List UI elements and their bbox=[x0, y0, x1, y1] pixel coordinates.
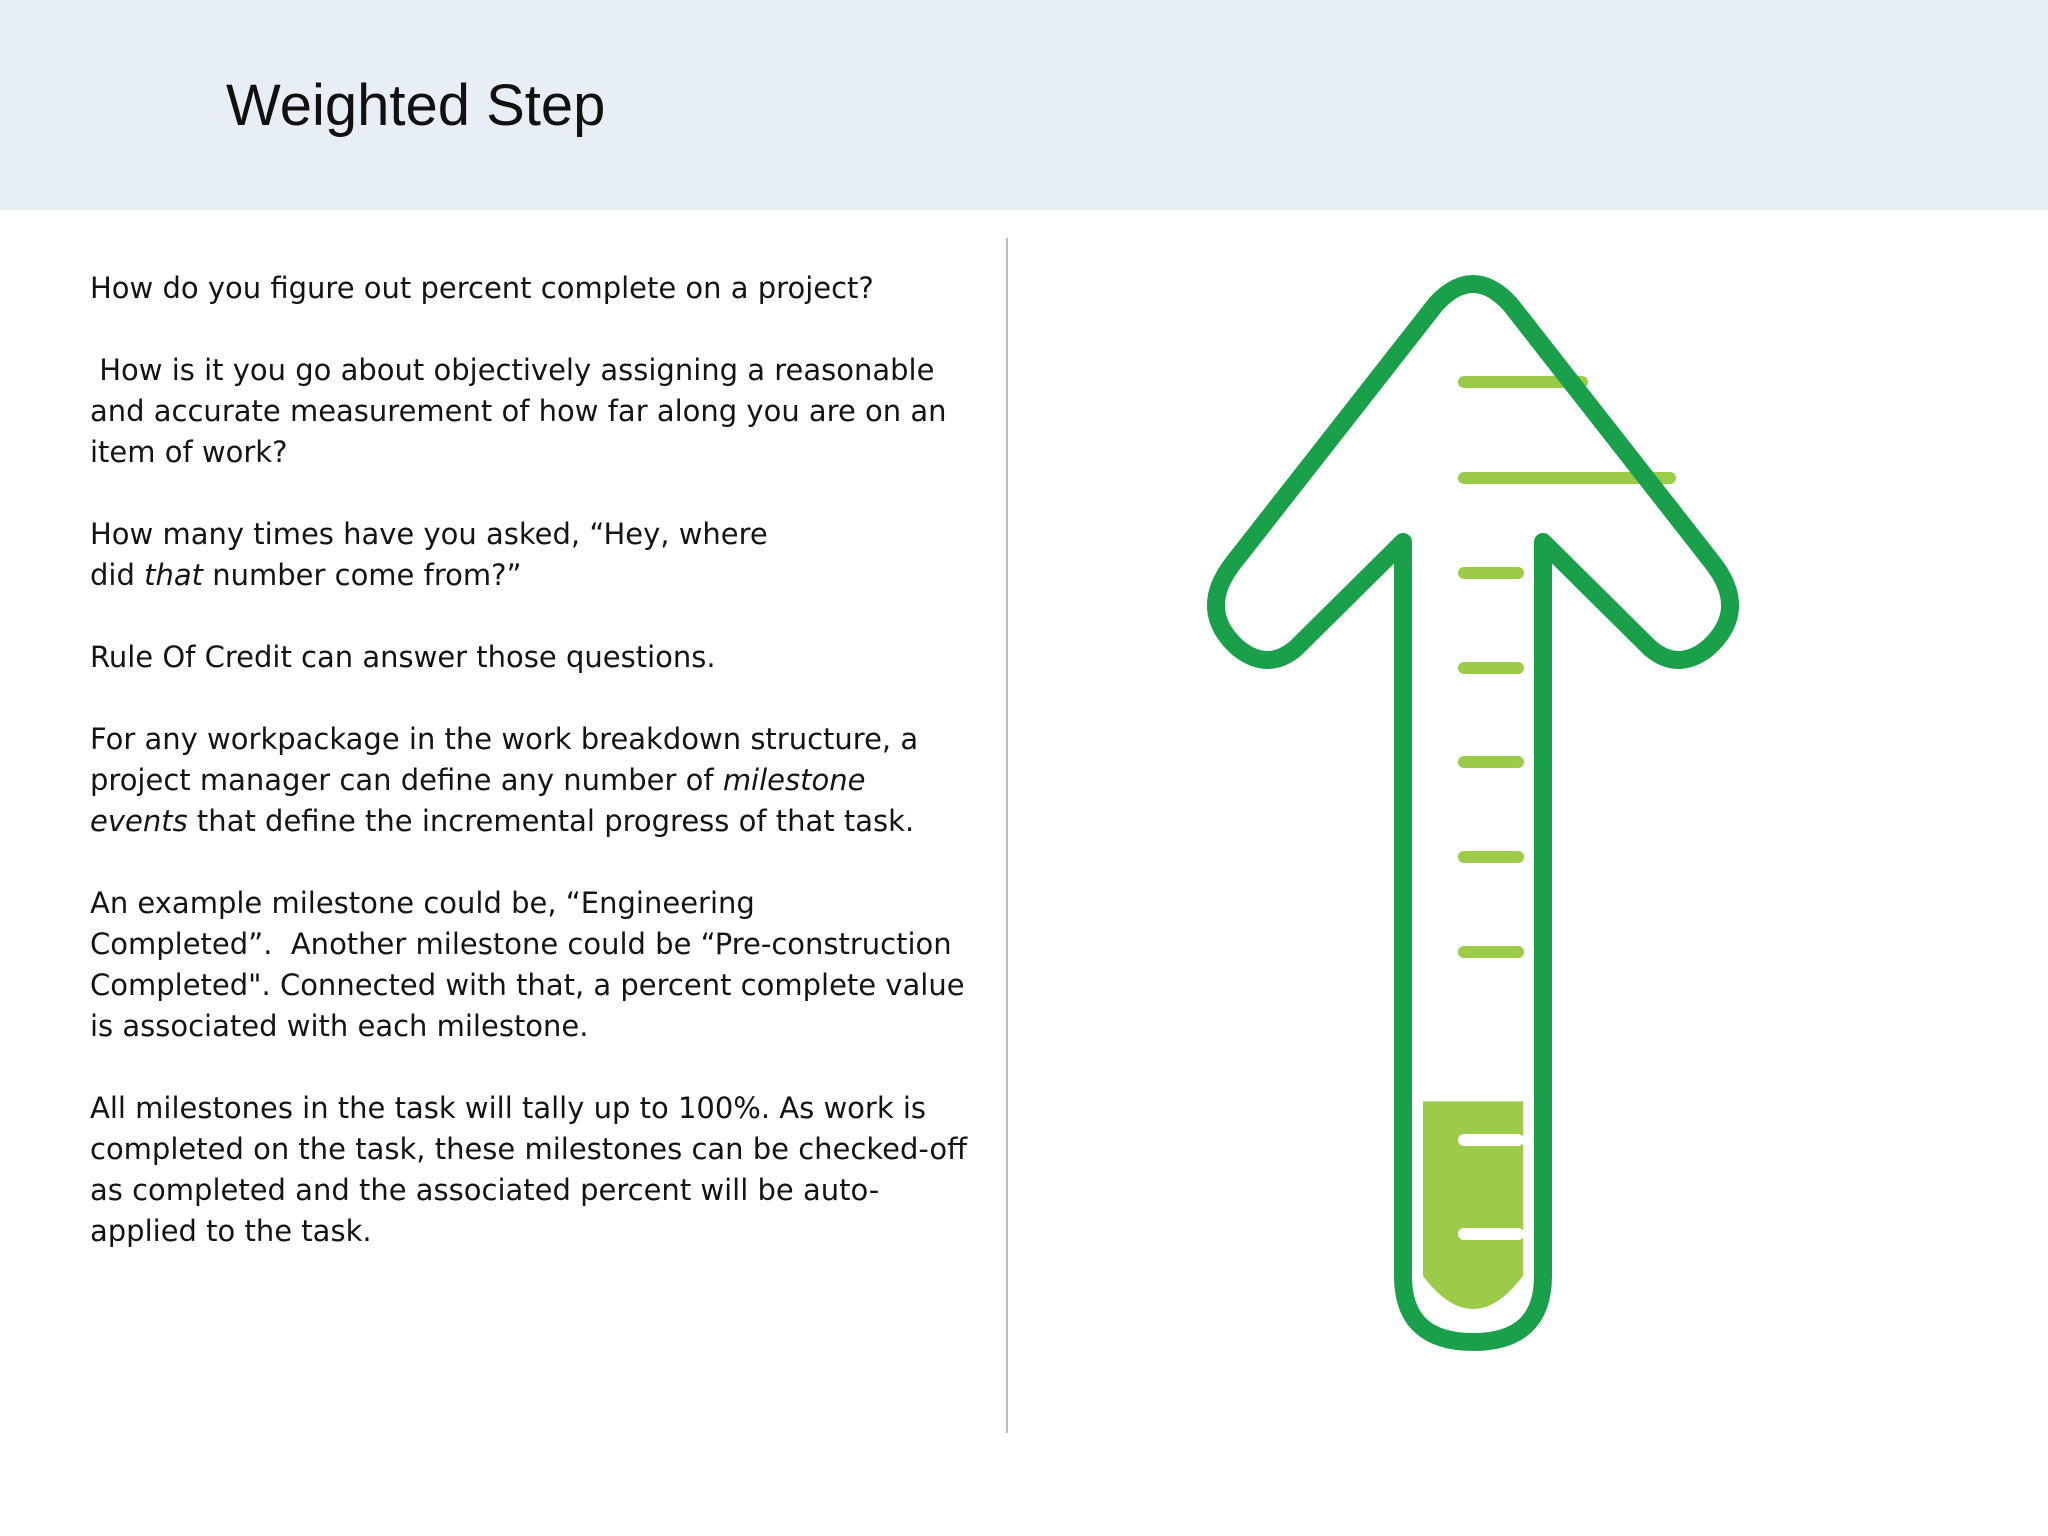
slide-title: Weighted Step bbox=[226, 73, 606, 138]
paragraph-6: An example milestone could be, “Engineering Completed”. Another milestone could be “Pre-construction Completed". Connected with that, a percent complete value is associated with each milestone. bbox=[90, 886, 965, 1043]
paragraph-4: Rule Of Credit can answer those questions. bbox=[90, 640, 716, 674]
body-text bbox=[90, 268, 968, 1252]
paragraph-2: How is it you go about objectively assigning a reasonable and accurate measurement of how far along you are on an item of work? bbox=[90, 353, 947, 469]
paragraph-7: All milestones in the task will tally up to 100%. As work is completed on the task, these milestones can be checked-off as completed and the associated percent will be auto- applied to the task. bbox=[90, 1091, 968, 1248]
column-divider bbox=[1006, 238, 1008, 1433]
paragraph-1: How do you figure out percent complete on a project? bbox=[90, 271, 874, 305]
paragraph-3: How many times have you asked, “Hey, where did that number come from?” bbox=[90, 517, 768, 592]
progress-arrow-icon bbox=[1180, 240, 1880, 1390]
paragraph-5: For any workpackage in the work breakdown structure, a project manager can define any number of milestone events that define the incremental progress of that task. bbox=[90, 722, 919, 838]
title-bar bbox=[0, 0, 2048, 210]
